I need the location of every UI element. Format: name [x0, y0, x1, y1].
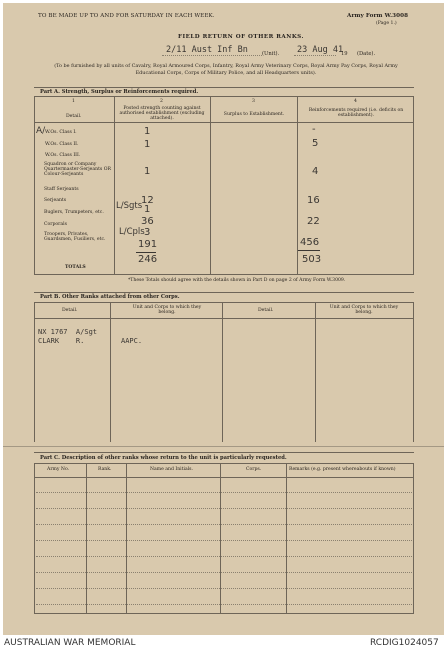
col-header-detail: Detail.	[66, 114, 82, 119]
row-label-sgts: Serjeants	[44, 198, 67, 203]
reinf-sgts: 16	[307, 195, 320, 206]
col-number-2: 2	[160, 99, 163, 104]
row-label-cqms: Squadron or Company Quartermaster-Serjeants OR Colour-Serjeants	[44, 162, 111, 177]
col-number-1: 1	[72, 99, 75, 104]
posted-wo2: 1	[144, 139, 151, 150]
archive-reference: RCDIG1024057	[370, 638, 439, 648]
part-b-col-detail-1: Detail.	[62, 308, 78, 313]
unit-label: (Unit).	[262, 51, 280, 57]
part-b-col-detail-2: Detail.	[258, 308, 274, 313]
form-page: (Page 1.)	[376, 21, 397, 26]
form-title: FIELD RETURN OF OTHER RANKS.	[178, 34, 304, 40]
date-year: 19	[341, 51, 348, 57]
date-label: (Date).	[357, 51, 376, 57]
col-header-reinf: Reinforcements required (i.e. deficits on establishment).	[308, 108, 404, 118]
reinf-wo2: 5	[312, 138, 319, 149]
row-label-wo3: W.Os. Class III.	[45, 153, 81, 158]
attached-entry-corps: AAPC.	[121, 337, 143, 345]
reinf-cqms: 4	[312, 166, 319, 177]
row-label-staff-sgts: Staff Serjeants	[44, 187, 79, 192]
col-number-4: 4	[354, 99, 357, 104]
posted-sgts: 12	[141, 195, 154, 206]
attached-entry-name: CLARK R.	[38, 337, 85, 345]
row-label-wo2: W.Os. Class II.	[45, 142, 79, 147]
instructions: (To be furnished by all units of Cavalry, Royal Armoured Corps, Infantry, Royal Army Veterinary Corps, Royal Army Pay Corps, Royal Army Educational Corps, Corps of Military Police, and all Headquarters units).	[54, 63, 398, 76]
reinf-wo1: -	[312, 124, 316, 135]
col-header-posted: Posted strength counting against authorised establishment (excluding attached).	[119, 106, 205, 121]
part-c-col-corps: Corps.	[246, 467, 262, 472]
col-number-3: 3	[252, 99, 255, 104]
part-a-footnote: *These Totals should agree with the details shown in Part D on page 2 of Army Form W.3009.	[128, 278, 346, 283]
row-label-privates: Troopers, Privates, Guardsmen, Fusiliers, etc.	[44, 232, 106, 242]
row-label-buglers: Buglers, Trumpeters, etc.	[44, 210, 104, 215]
row-label-corporals: Corporals	[44, 222, 67, 227]
part-c-col-rank: Rank.	[98, 467, 112, 472]
totals-posted: 246	[138, 254, 158, 265]
reinf-privates: 456	[300, 237, 320, 248]
attached-entry-number-rank: NX 1767 A/Sgt	[38, 328, 98, 336]
totals-reinf: 503	[302, 254, 322, 265]
row-label-wo1: W.Os. Class I.	[45, 130, 77, 135]
unit-typed: 2/11 Aust Inf Bn	[166, 45, 248, 55]
date-typed: 23 Aug 41	[297, 45, 344, 55]
part-c-col-remarks: Remarks (e.g. present whereabouts if known)	[289, 467, 396, 472]
posted-lance-cpls: 3	[144, 227, 151, 238]
col-header-surplus: Surplus to Establishment.	[223, 112, 285, 117]
part-c-heading: Part C. Description of other ranks whose return to the unit is particularly requested.	[40, 455, 287, 461]
part-a-heading: Part A. Strength, Surplus or Reinforcements required.	[40, 89, 199, 95]
top-note: TO BE MADE UP TO AND FOR SATURDAY IN EACH WEEK.	[38, 13, 215, 19]
lance-sgts-label: L/Sgts	[116, 201, 143, 211]
posted-privates: 191	[138, 239, 158, 250]
posted-wo1: 1	[144, 126, 151, 137]
margin-note-acting: A/	[36, 126, 46, 136]
part-c-col-army-no: Army No.	[47, 467, 70, 472]
part-b-col-unit-1: Unit and Corps to which they belong.	[132, 305, 202, 315]
reinf-corporals: 22	[307, 216, 320, 227]
posted-cqms: 1	[144, 166, 151, 177]
lance-cpls-label: L/Cpls	[119, 227, 145, 237]
posted-corporals: 36	[141, 216, 154, 227]
form-id: Army Form W.3008	[347, 13, 409, 19]
posted-buglers: 1	[144, 204, 151, 215]
part-b-heading: Part B. Other Ranks attached from other Corps.	[40, 294, 180, 300]
part-b-col-unit-2: Unit and Corps to which they belong.	[329, 305, 399, 315]
part-c-col-name: Name and Initials.	[150, 467, 193, 472]
archive-credit: AUSTRALIAN WAR MEMORIAL	[4, 638, 136, 648]
row-label-totals: TOTALS	[65, 265, 86, 270]
